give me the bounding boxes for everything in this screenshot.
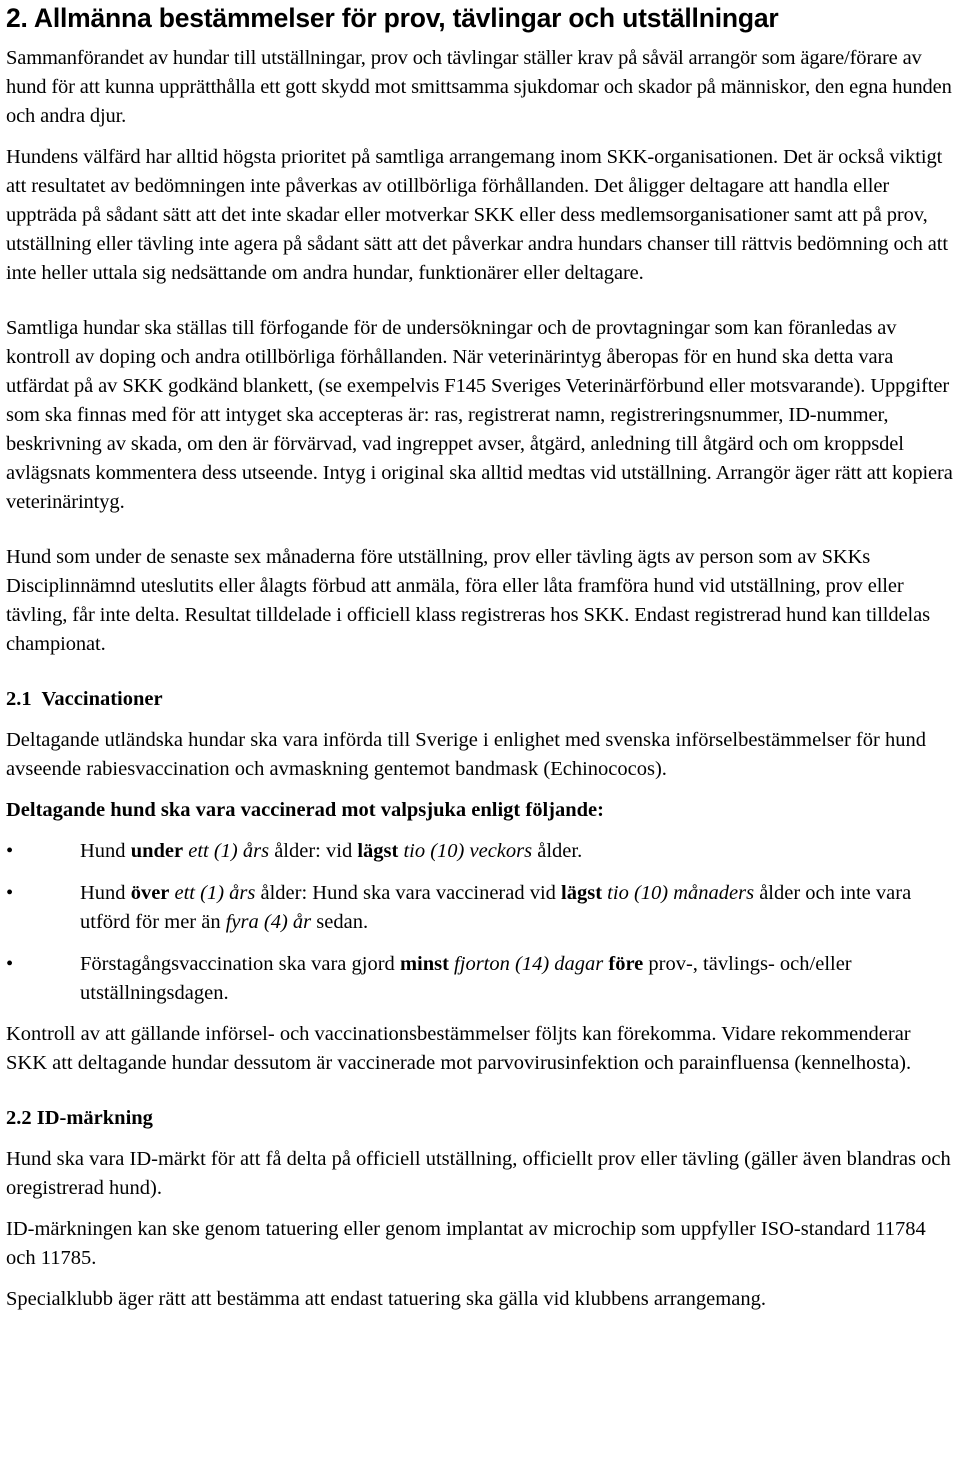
- section-heading: 2. Allmänna bestämmelser för prov, tävlingar och utställningar: [6, 3, 779, 33]
- paragraph-intro: Sammanförandet av hundar till utställningar, prov och tävlingar ställer krav på såväl arrangör som ägare/förare av hund för att kunna upprätthålla ett gott skydd mot smittsamma sjukdomar och skador på människor, den egna hunden och andra djur.: [6, 47, 952, 127]
- vaccination-lead-text: Deltagande hund ska vara vaccinerad mot valpsjuka enligt följande:: [6, 799, 604, 821]
- bullet-icon: •: [6, 953, 14, 975]
- paragraph-examinations: Samtliga hundar ska ställas till förfogande för de undersökningar och de provtagningar som kan föranledas av kontroll av doping och andra otillbörliga förhållanden. När veterinärintyg åberopas för en hund ska detta vara utfärdat på av SKK godkänd blankett, (se exempelvis F145 Sveriges Veterinärförbund eller motsvarande). Uppgifter som ska finnas med för att intyget ska accepteras är: ras, registrerat namn, registreringsnummer, ID-nummer, beskrivning av skada, om den är förvärvad, vad ingreppet avser, åtgärd, anledning till åtgärd och om kroppsdel avlägsnats kommentera dess utseende. Intyg i original ska alltid medtas vid utställning. Arrangör äger rätt att kopiera veterinärintyg.: [6, 317, 953, 513]
- bullet-item-first-vaccination: • Förstagångsvaccination ska vara gjord minst fjorton (14) dagar före prov-, tävlings- och/eller utställningsdagen.: [6, 950, 954, 1008]
- paragraph-vaccination-lead: [6, 796, 954, 825]
- paragraph-specialklubb: Specialklubb äger rätt att bestämma att endast tatuering ska gälla vid klubbens arrangemang.: [6, 1288, 766, 1310]
- bullet-icon: •: [6, 840, 14, 862]
- subsection-heading-id-markning: 2.2 ID-märkning: [6, 1107, 153, 1129]
- bullet-item-over-one-year: • Hund över ett (1) års ålder: Hund ska vara vaccinerad vid lägst tio (10) månaders ålder och inte vara utförd för mer än fyra (4) år sedan.: [6, 879, 954, 937]
- paragraph-welfare: Hundens välfärd har alltid högsta prioritet på samtliga arrangemang inom SKK-organisationen. Det är också viktigt att resultatet av bedömningen inte påverkas av otillbörliga förhållanden. Det åligger deltagare att handla eller uppträda på sådant sätt att det inte skadar eller motverkar SKK eller dess medlemsorganisationer samt att på prov, utställning eller tävling inte agera på sådant sätt att det påverkar andra hundars chanser till rättvis bedömning och att inte heller uttala sig nedsättande om andra hundar, funktionärer eller deltagare.: [6, 146, 948, 284]
- paragraph-id-required: Hund ska vara ID-märkt för att få delta på officiell utställning, officiellt prov eller tävling (gäller även blandras och oregistrerad hund).: [6, 1148, 951, 1199]
- paragraph-ownership: Hund som under de senaste sex månaderna före utställning, prov eller tävling ägts av person som av SKKs Disciplinnämnd uteslutits eller ålagts förbud att anmäla, föra eller låta framföra hund vid utställning, prov eller tävling, får inte delta. Resultat tilldelade i officiell klass registreras hos SKK. Endast registrerad hund kan tilldelas championat.: [6, 546, 931, 655]
- paragraph-foreign-dogs: Deltagande utländska hundar ska vara införda till Sverige i enlighet med svenska införselbestämmelser för hund avseende rabiesvaccination och avmaskning gentemot bandmask (Echinococos).: [6, 729, 926, 780]
- subsection-heading-vaccinationer: 2.1 Vaccinationer: [6, 688, 163, 710]
- bullet-icon: •: [6, 882, 14, 904]
- paragraph-vaccination-control: Kontroll av att gällande införsel- och vaccinationsbestämmelser följts kan förekomma. Vidare rekommenderar SKK att deltagande hundar dessutom är vaccinerade mot parvovirusinfektion och parainfluensa (kennelhosta).: [6, 1023, 912, 1074]
- bullet-item-under-one-year: • Hund under ett (1) års ålder: vid lägst tio (10) veckors ålder.: [6, 837, 954, 866]
- paragraph-id-methods: ID-märkningen kan ske genom tatuering eller genom implantat av microchip som uppfyller ISO-standard 11784 och 11785.: [6, 1218, 926, 1269]
- document-page: [0, 2, 960, 1468]
